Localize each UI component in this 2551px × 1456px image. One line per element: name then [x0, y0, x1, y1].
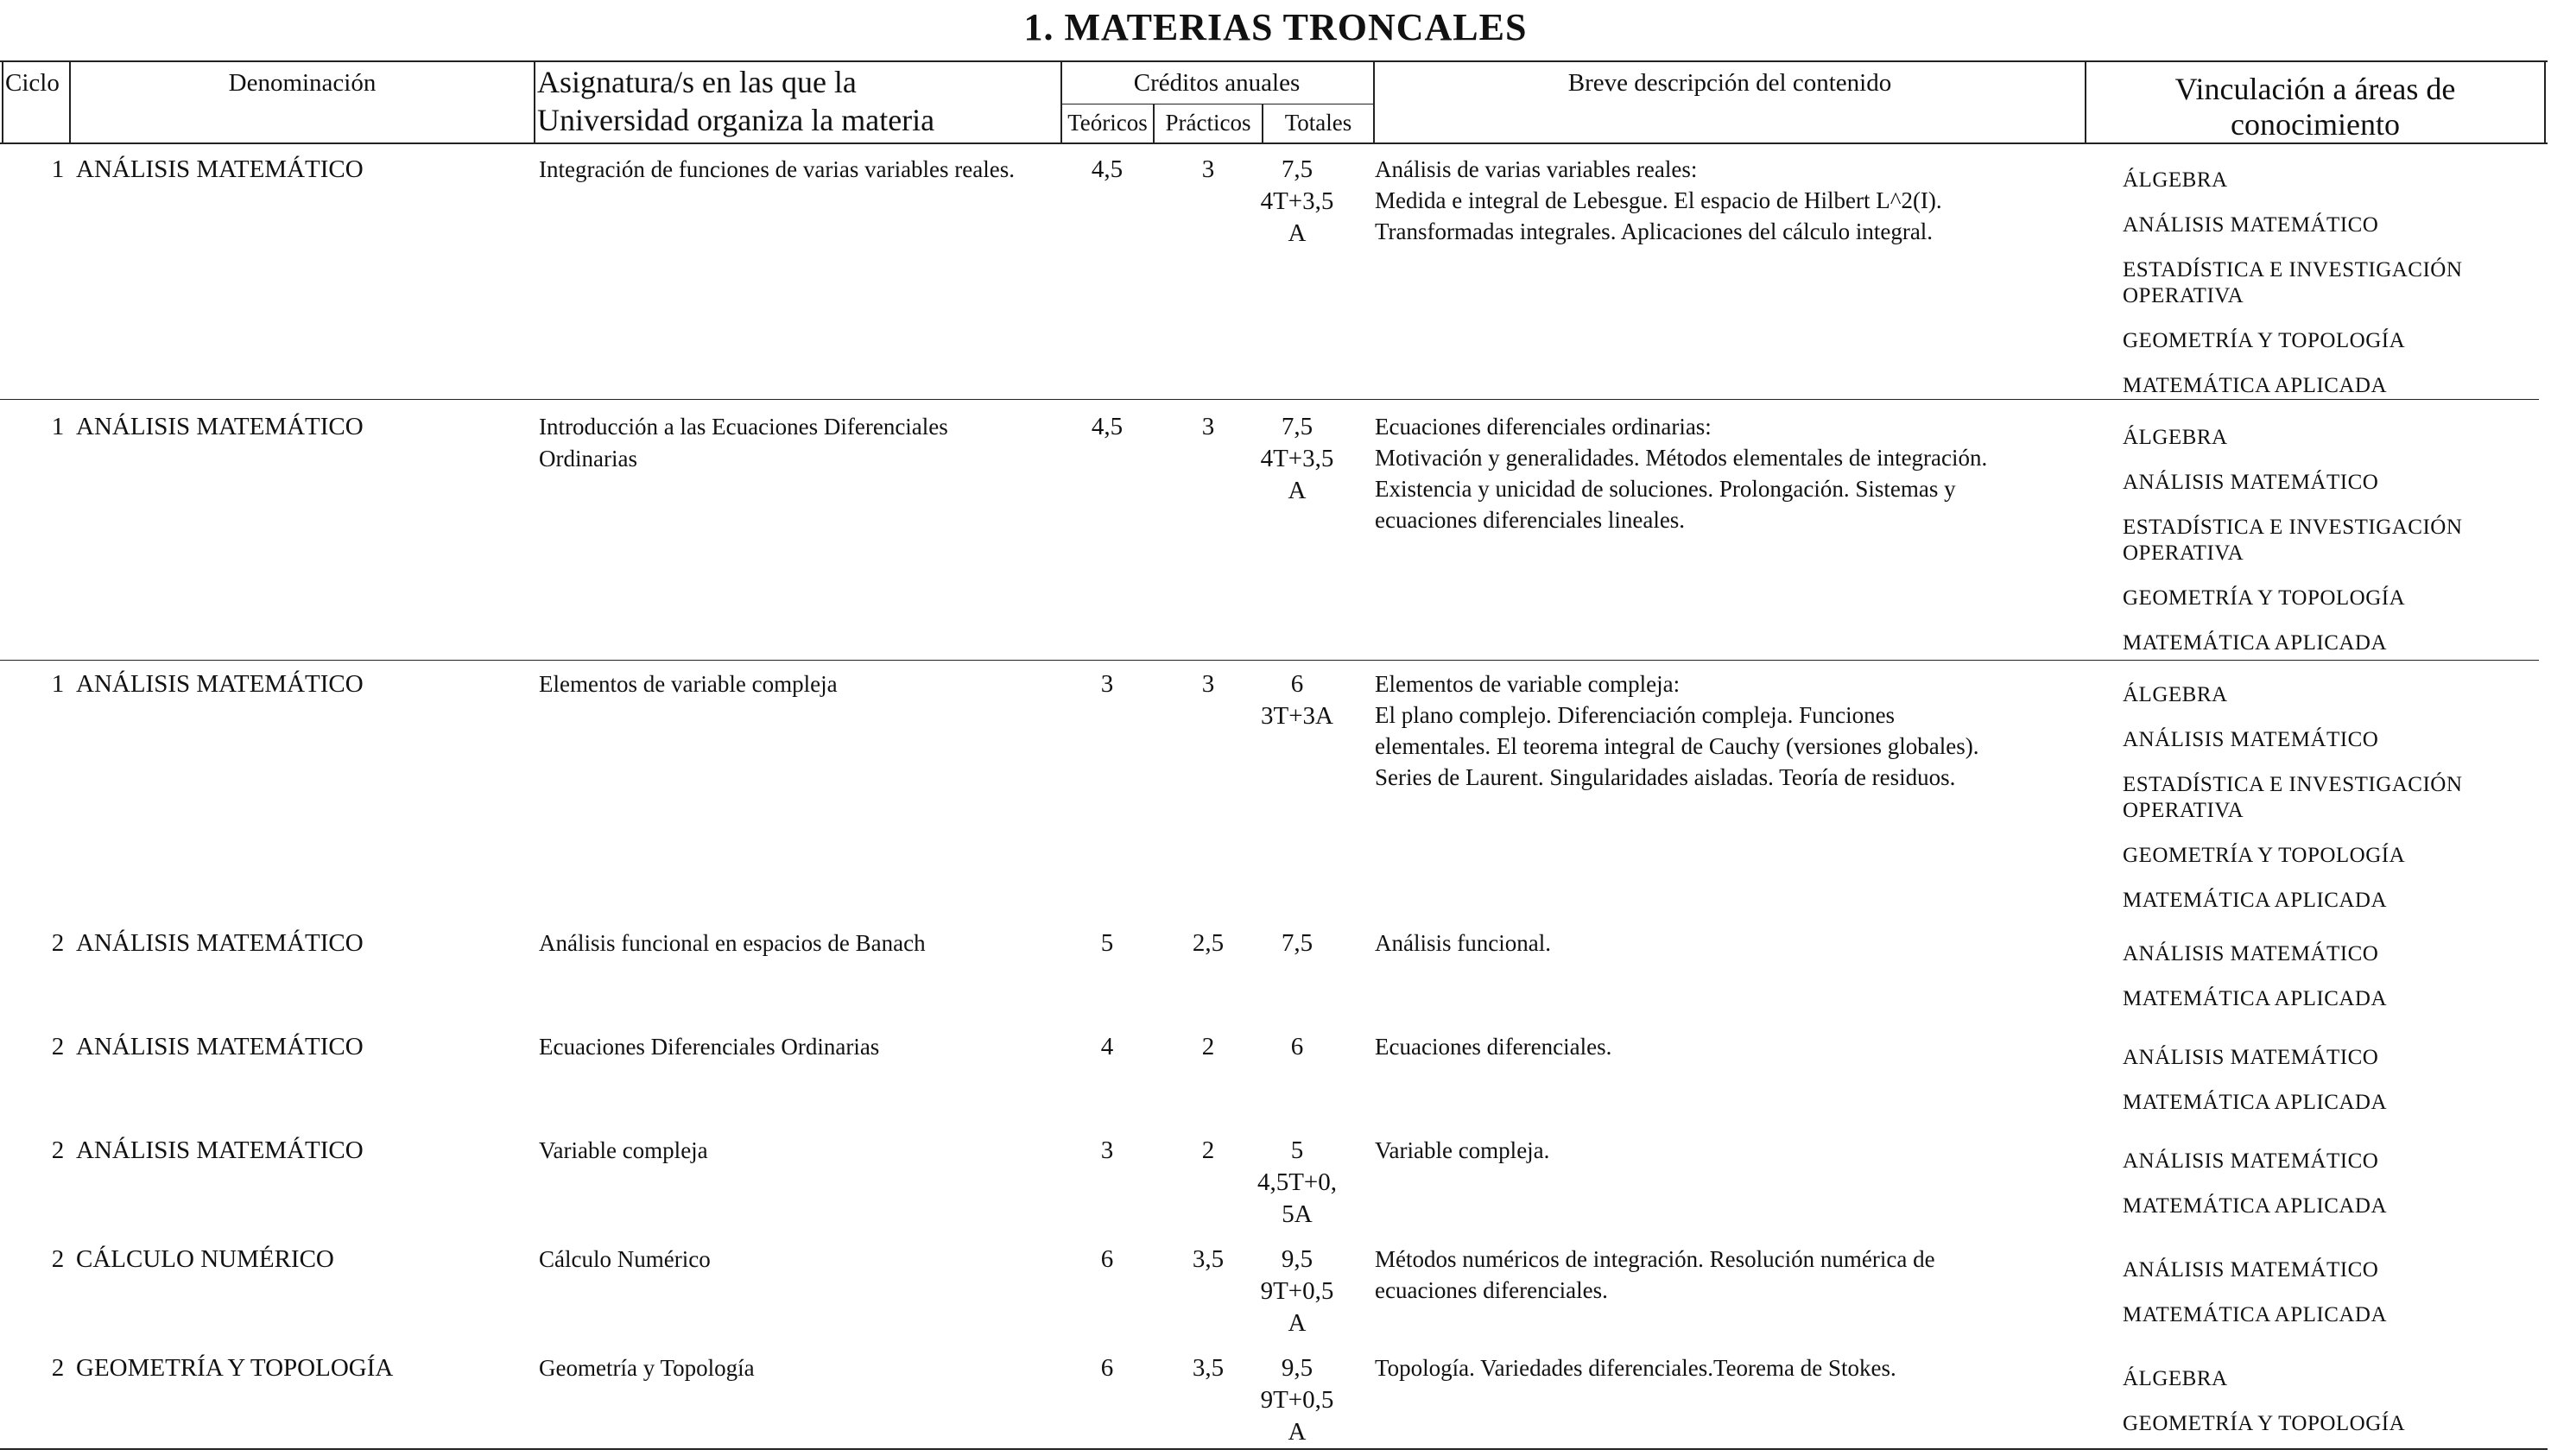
descripcion-line: El plano complejo. Diferenciación compleja. Funciones	[1375, 702, 1896, 728]
teoricos-cell: 4	[1100, 1033, 1114, 1060]
ciclo-cell: 1	[51, 670, 65, 698]
descripcion-line: Ecuaciones diferenciales.	[1375, 1034, 1612, 1060]
asignatura-cell	[539, 1352, 755, 1384]
asignatura-line: Ordinarias	[539, 446, 637, 472]
asignatura-cell	[539, 411, 948, 475]
practicos-cell: 2	[1201, 1033, 1215, 1060]
area-item: ANÁLISIS MATEMÁTICO	[2123, 1258, 2379, 1282]
denominacion-cell: ANÁLISIS MATEMÁTICO	[76, 155, 364, 183]
header-totales: Totales	[1284, 110, 1352, 136]
area-item: ANÁLISIS MATEMÁTICO	[2123, 1149, 2379, 1173]
descripcion-line: ecuaciones diferenciales.	[1375, 1277, 1608, 1303]
area-item: MATEMÁTICA APLICADA	[2123, 1091, 2388, 1114]
area-item: ÁLGEBRA	[2123, 683, 2228, 706]
totales-line: 4T+3,5	[1260, 187, 1334, 215]
descripcion-line: Análisis de varias variables reales:	[1375, 156, 1698, 182]
teoricos-cell: 4,5	[1091, 155, 1124, 183]
area-item: ÁLGEBRA	[2123, 426, 2228, 449]
area-item: ANÁLISIS MATEMÁTICO	[2123, 728, 2379, 751]
descripcion-cell	[1375, 1244, 1935, 1306]
ciclo-cell: 2	[51, 929, 65, 957]
header-teoricos: Teóricos	[1067, 110, 1148, 136]
header-ciclo: Ciclo	[5, 69, 60, 97]
totales-cell	[1252, 154, 1342, 250]
totales-cell	[1252, 1352, 1342, 1448]
header-left-border	[2, 60, 3, 144]
totales-line: A	[1288, 219, 1307, 247]
descripcion-line: Series de Laurent. Singularidades aisladas. Teoría de residuos.	[1375, 764, 1956, 790]
asignatura-line: Elementos de variable compleja	[539, 671, 838, 697]
descripcion-cell	[1375, 411, 1987, 535]
area-item: ÁLGEBRA	[2123, 1367, 2228, 1390]
practicos-cell: 2,5	[1192, 929, 1225, 957]
header-practicos: Prácticos	[1165, 110, 1251, 136]
totales-line: 9,5	[1281, 1245, 1313, 1273]
area-item: ESTADÍSTICA E INVESTIGACIÓN OPERATIVA	[2123, 516, 2463, 565]
descripcion-cell	[1375, 1031, 1611, 1062]
totales-cell	[1252, 668, 1342, 732]
ciclo-cell: 1	[51, 155, 65, 183]
descripcion-line: Ecuaciones diferenciales ordinarias:	[1375, 414, 1712, 440]
area-item: MATEMÁTICA APLICADA	[2123, 1303, 2388, 1326]
teoricos-cell: 3	[1100, 670, 1114, 698]
asignatura-cell	[539, 154, 1015, 186]
areas-cell	[2123, 1257, 2387, 1347]
area-item: MATEMÁTICA APLICADA	[2123, 987, 2388, 1010]
totales-cell	[1252, 1244, 1342, 1339]
area-item: MATEMÁTICA APLICADA	[2123, 631, 2388, 655]
denominacion-cell: ANÁLISIS MATEMÁTICO	[76, 1033, 364, 1060]
totales-cell	[1252, 1031, 1342, 1063]
area-item: MATEMÁTICA APLICADA	[2123, 889, 2388, 912]
area-item: ÁLGEBRA	[2123, 168, 2228, 192]
descripcion-line: Motivación y generalidades. Métodos elementales de integración.	[1375, 445, 1988, 471]
asignatura-cell	[539, 927, 926, 959]
totales-line: A	[1288, 1309, 1307, 1337]
teoricos-cell: 3	[1100, 1136, 1114, 1164]
area-item: MATEMÁTICA APLICADA	[2123, 1194, 2388, 1218]
area-item: GEOMETRÍA Y TOPOLOGÍA	[2123, 586, 2406, 610]
area-item: ANÁLISIS MATEMÁTICO	[2123, 942, 2379, 965]
areas-cell	[2123, 1366, 2405, 1456]
practicos-cell: 3,5	[1192, 1245, 1225, 1273]
teoricos-cell: 5	[1100, 929, 1114, 957]
descripcion-line: ecuaciones diferenciales lineales.	[1375, 507, 1686, 533]
totales-line: 4T+3,5	[1260, 445, 1334, 472]
area-item: GEOMETRÍA Y TOPOLOGÍA	[2123, 844, 2406, 867]
page-title: 1. MATERIAS TRONCALES	[1023, 6, 1528, 48]
asignatura-line: Análisis funcional en espacios de Banach	[539, 930, 926, 956]
totales-cell	[1252, 1135, 1342, 1231]
practicos-cell: 3,5	[1192, 1354, 1225, 1382]
descripcion-line: Análisis funcional.	[1375, 930, 1551, 956]
asignatura-line: Ecuaciones Diferenciales Ordinarias	[539, 1034, 880, 1060]
teoricos-cell: 6	[1100, 1354, 1114, 1382]
descripcion-line: Topología. Variedades diferenciales.Teorema de Stokes.	[1375, 1355, 1896, 1381]
areas-cell	[2123, 168, 2462, 418]
totales-line: 6	[1290, 1033, 1304, 1060]
ciclo-cell: 2	[51, 1136, 65, 1164]
totales-cell	[1252, 411, 1342, 507]
areas-cell	[2123, 941, 2387, 1031]
descripcion-line: Variable compleja.	[1375, 1137, 1550, 1163]
asignatura-line: Introducción a las Ecuaciones Diferenciales	[539, 414, 948, 440]
area-item: MATEMÁTICA APLICADA	[2123, 374, 2388, 397]
header-vinculacion-line2: conocimiento	[2231, 107, 2400, 142]
areas-cell	[2123, 682, 2462, 933]
descripcion-line: Elementos de variable compleja:	[1375, 671, 1681, 697]
header-right-border	[2544, 60, 2546, 144]
practicos-cell: 3	[1201, 670, 1215, 698]
teoricos-cell: 6	[1100, 1245, 1114, 1273]
totales-line: 7,5	[1281, 929, 1313, 957]
denominacion-cell: ANÁLISIS MATEMÁTICO	[76, 1136, 364, 1164]
asignatura-line: Cálculo Numérico	[539, 1246, 711, 1272]
denominacion-cell: CÁLCULO NUMÉRICO	[76, 1245, 334, 1273]
descripcion-line: Medida e integral de Lebesgue. El espacio de Hilbert L^2(I).	[1375, 187, 1942, 213]
area-item: ANÁLISIS MATEMÁTICO	[2123, 471, 2379, 494]
totales-line: 3T+3A	[1260, 702, 1333, 730]
totales-line: 6	[1290, 670, 1304, 698]
areas-cell	[2123, 1045, 2387, 1135]
area-item: ESTADÍSTICA E INVESTIGACIÓN OPERATIVA	[2123, 258, 2463, 307]
totales-line: 9,5	[1281, 1354, 1313, 1382]
descripcion-cell	[1375, 154, 1942, 247]
practicos-cell: 3	[1201, 155, 1215, 183]
descripcion-line: Métodos numéricos de integración. Resolución numérica de	[1375, 1246, 1935, 1272]
header-creditos: Créditos anuales	[1133, 69, 1301, 97]
header-bottom-rule	[0, 142, 2548, 144]
asignatura-line: Geometría y Topología	[539, 1355, 755, 1381]
descripcion-line: Existencia y unicidad de soluciones. Prolongación. Sistemas y	[1375, 476, 1956, 502]
denominacion-cell: ANÁLISIS MATEMÁTICO	[76, 670, 364, 698]
asignatura-cell	[539, 1244, 711, 1276]
area-item: ESTADÍSTICA E INVESTIGACIÓN OPERATIVA	[2123, 773, 2463, 822]
totales-line: 5A	[1282, 1200, 1313, 1228]
descripcion-line: elementales. El teorema integral de Cauchy (versiones globales).	[1375, 733, 1979, 759]
practicos-cell: 3	[1201, 413, 1215, 440]
totales-line: 9T+0,5	[1260, 1277, 1334, 1305]
totales-cell	[1252, 927, 1342, 959]
ciclo-cell: 1	[51, 413, 65, 440]
descripcion-cell	[1375, 927, 1551, 959]
descripcion-cell	[1375, 1352, 1896, 1383]
asignatura-cell	[539, 668, 838, 700]
header-descripcion: Breve descripción del contenido	[1567, 69, 1892, 97]
divider-denominacion	[534, 60, 535, 144]
totales-line: A	[1288, 1418, 1307, 1446]
totales-line: 4,5T+0,	[1257, 1168, 1338, 1196]
ciclo-cell: 2	[51, 1245, 65, 1273]
denominacion-cell: GEOMETRÍA Y TOPOLOGÍA	[76, 1354, 394, 1382]
totales-line: 9T+0,5	[1260, 1386, 1334, 1414]
denominacion-cell: ANÁLISIS MATEMÁTICO	[76, 929, 364, 957]
header-asignatura-line1: Asignatura/s en las que la	[537, 65, 857, 99]
totales-line: 7,5	[1281, 155, 1313, 183]
totales-line: 7,5	[1281, 413, 1313, 440]
asignatura-cell	[539, 1031, 879, 1063]
area-item: GEOMETRÍA Y TOPOLOGÍA	[2123, 329, 2406, 352]
teoricos-cell: 4,5	[1091, 413, 1124, 440]
totales-line: A	[1288, 477, 1307, 504]
areas-cell	[2123, 1149, 2387, 1238]
area-item: GEOMETRÍA Y TOPOLOGÍA	[2123, 1412, 2406, 1435]
descripcion-cell	[1375, 1135, 1549, 1166]
practicos-cell: 2	[1201, 1136, 1215, 1164]
area-item: ANÁLISIS MATEMÁTICO	[2123, 1046, 2379, 1069]
asignatura-cell	[539, 1135, 708, 1167]
denominacion-cell: ANÁLISIS MATEMÁTICO	[76, 413, 364, 440]
areas-cell	[2123, 425, 2462, 675]
asignatura-line: Variable compleja	[539, 1137, 708, 1163]
totales-line: 5	[1290, 1136, 1304, 1164]
ciclo-cell: 2	[51, 1354, 65, 1382]
descripcion-cell	[1375, 668, 1978, 793]
ciclo-cell: 2	[51, 1033, 65, 1060]
header-top-rule	[0, 60, 2548, 62]
descripcion-line: Transformadas integrales. Aplicaciones del cálculo integral.	[1375, 218, 1934, 244]
asignatura-line: Integración de funciones de varias variables reales.	[539, 156, 1015, 182]
header-vinculacion-line1: Vinculación a áreas de	[2174, 72, 2456, 106]
area-item: ANÁLISIS MATEMÁTICO	[2123, 213, 2379, 237]
header-asignatura-line2: Universidad organiza la materia	[537, 103, 935, 137]
header-denominacion: Denominación	[228, 69, 377, 97]
